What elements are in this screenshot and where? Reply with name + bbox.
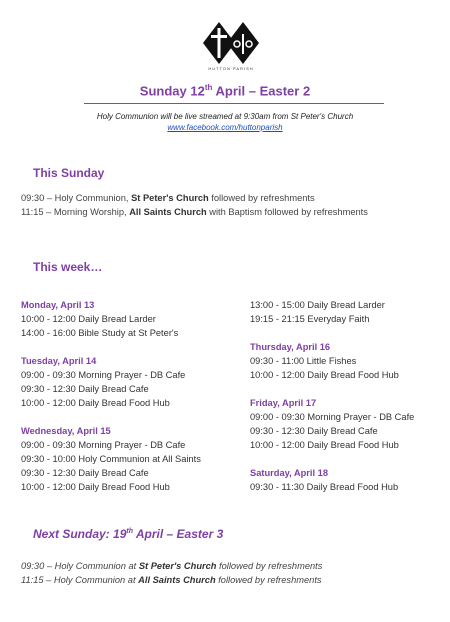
event-item: 10:00 - 12:00 Daily Bread Food Hub xyxy=(21,482,170,492)
event-item: 10:00 - 12:00 Daily Bread Food Hub xyxy=(250,440,399,450)
livestream-notice xyxy=(0,111,450,133)
page-title: Sunday 12th April – Easter 2 xyxy=(139,83,311,99)
event-item: 09:00 - 09:30 Morning Prayer - DB Cafe xyxy=(250,412,415,422)
day-heading: Tuesday, April 14 xyxy=(21,356,97,366)
parish-logo xyxy=(199,20,263,72)
event-item: 09:30 - 12:30 Daily Bread Cafe xyxy=(250,426,378,436)
day-heading: Wednesday, April 15 xyxy=(21,426,111,436)
next-sunday-item: 11:15 – Holy Communion at All Saints Church followed by refreshments xyxy=(21,575,322,585)
event-item: 13:00 - 15:00 Daily Bread Larder xyxy=(250,300,385,310)
this-sunday-item: 09:30 – Holy Communion, St Peter's Church followed by refreshments xyxy=(21,193,315,203)
event-item: 09:30 - 12:30 Daily Bread Cafe xyxy=(21,468,149,478)
event-item: 09:30 - 12:30 Daily Bread Cafe xyxy=(21,384,149,394)
event-item: 10:00 - 12:00 Daily Bread Larder xyxy=(21,314,156,324)
next-sunday-item: 09:30 – Holy Communion at St Peter's Church followed by refreshments xyxy=(21,561,323,571)
next-sunday-heading: Next Sunday: 19th April – Easter 3 xyxy=(33,527,224,541)
week-column-right xyxy=(250,298,450,494)
event-item: 09:30 - 11:30 Daily Bread Food Hub xyxy=(250,482,399,492)
event-item: 09:30 - 10:00 Holy Communion at All Saints xyxy=(21,454,201,464)
day-heading: Saturday, April 18 xyxy=(250,468,329,478)
week-column-left xyxy=(21,298,236,494)
this-sunday-item: 11:15 – Morning Worship, All Saints Church with Baptism followed by refreshments xyxy=(21,207,368,217)
parish-cross-keys-icon xyxy=(199,20,263,66)
title-divider xyxy=(84,103,384,104)
day-heading: Friday, April 17 xyxy=(250,398,317,408)
event-item: 09:30 - 11:00 Little Fishes xyxy=(250,356,357,366)
facebook-link[interactable]: www.facebook.com/huttonparish xyxy=(167,123,283,132)
this-week-heading: This week… xyxy=(33,260,103,274)
event-item: 09:00 - 09:30 Morning Prayer - DB Cafe xyxy=(21,440,186,450)
event-item: 14:00 - 16:00 Bible Study at St Peter's xyxy=(21,328,179,338)
this-sunday-heading: This Sunday xyxy=(33,166,105,180)
event-item: 10:00 - 12:00 Daily Bread Food Hub xyxy=(250,370,399,380)
day-heading: Monday, April 13 xyxy=(21,300,95,310)
event-item: 09:00 - 09:30 Morning Prayer - DB Cafe xyxy=(21,370,186,380)
event-item: 10:00 - 12:00 Daily Bread Food Hub xyxy=(21,398,170,408)
event-item: 19:15 - 21:15 Everyday Faith xyxy=(250,314,370,324)
parish-label: HUTTON PARISH xyxy=(208,66,254,71)
day-heading: Thursday, April 16 xyxy=(250,342,331,352)
livestream-text: Holy Communion will be live streamed at 9:30am from St Peter's Church xyxy=(96,112,354,121)
